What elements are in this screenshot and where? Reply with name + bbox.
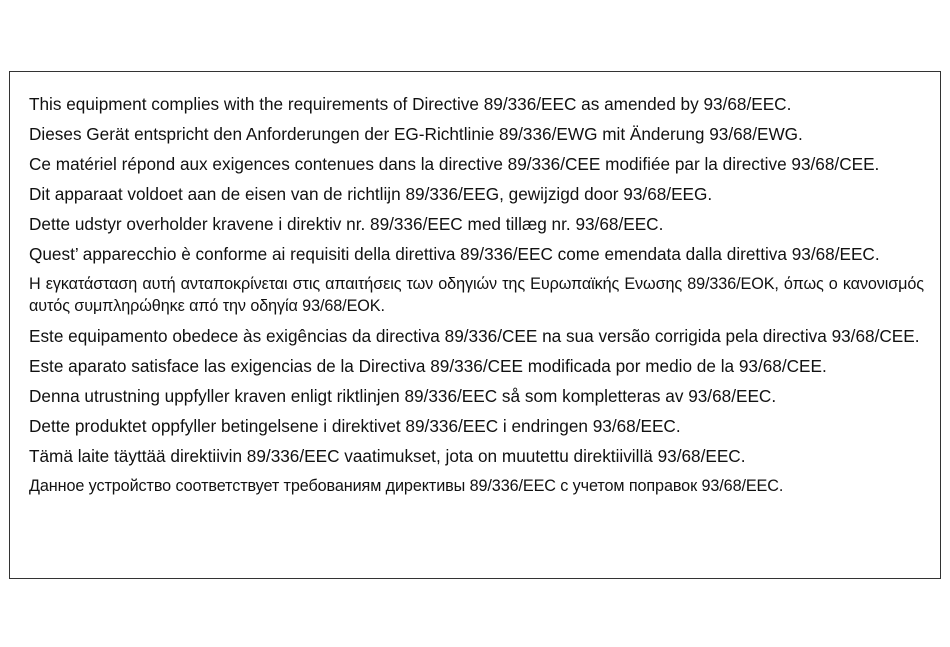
statement-french: Ce matériel répond aux exigences contenues dans la directive 89/336/CEE modifiée par la directive 93/68/CEE. <box>29 154 880 174</box>
compliance-notice-box <box>9 71 941 579</box>
statement-italian: Quest’ apparecchio è conforme ai requisiti della direttiva 89/336/EEC come emendata dalla direttiva 93/68/EEC. <box>29 244 880 264</box>
statement-english: This equipment complies with the requirements of Directive 89/336/EEC as amended by 93/68/EEC. <box>29 94 792 114</box>
statement-danish: Dette udstyr overholder kravene i direktiv nr. 89/336/EEC med tillæg nr. 93/68/EEC. <box>29 214 664 234</box>
statement-portuguese: Este equipamento obedece às exigências da directiva 89/336/CEE na sua versão corrigida pela directiva 93/68/CEE. <box>29 326 920 346</box>
statement-finnish: Tämä laite täyttää direktiivin 89/336/EEC vaatimukset, jota on muutettu direktiivillä 93/68/EEC. <box>29 446 746 466</box>
statement-norwegian: Dette produktet oppfyller betingelsene i direktivet 89/336/EEC i endringen 93/68/EEC. <box>29 416 681 436</box>
statement-german: Dieses Gerät entspricht den Anforderungen der EG-Richtlinie 89/336/EWG mit Änderung 93/68/EWG. <box>29 124 803 144</box>
statement-dutch: Dit apparaat voldoet aan de eisen van de richtlijn 89/336/EEG, gewijzigd door 93/68/EEG. <box>29 184 713 204</box>
statement-russian: Данное устройство соответствует требованиям директивы 89/336/EEC с учетом поправок 93/68/EEC. <box>29 477 784 495</box>
statement-greek: Η εγκατάσταση αυτή ανταποκρίνεται στις απαιτήσεις των οδηγιών της Ευρωπαϊκής Ενωσης 89/336/ΕΟΚ, όπως ο κανονισμός αυτός συμπληρώθηκε από την οδηγία 93/68/ΕΟΚ. <box>29 275 924 315</box>
statement-swedish: Denna utrustning uppfyller kraven enligt riktlinjen 89/336/EEC så som kompletteras av 93/68/EEC. <box>29 386 777 406</box>
statement-spanish: Este aparato satisface las exigencias de la Directiva 89/336/CEE modificada por medio de la 93/68/CEE. <box>29 356 827 376</box>
compliance-statement-list <box>29 93 924 505</box>
